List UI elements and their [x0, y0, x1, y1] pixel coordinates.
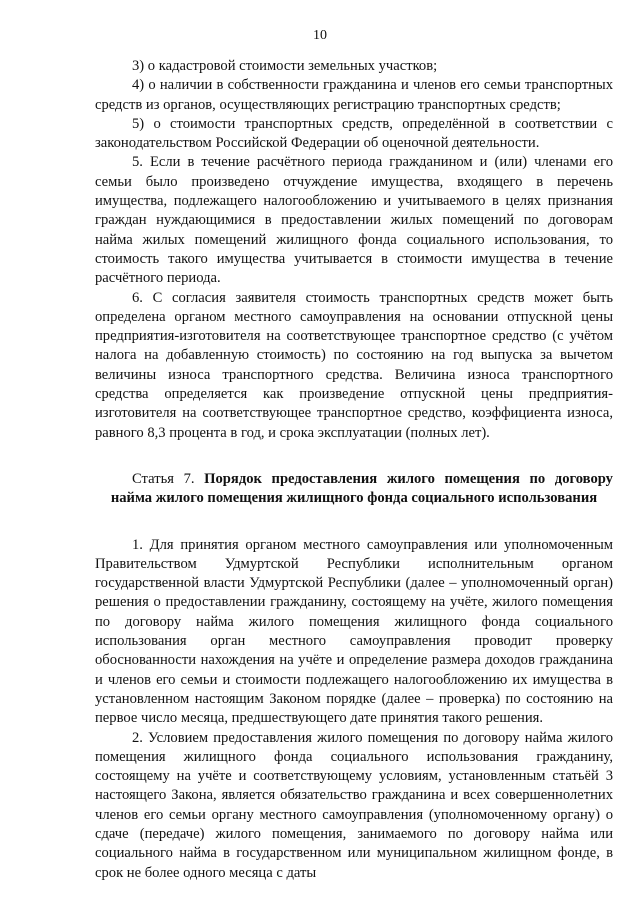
article-7-section-1: 1. Для принятия органом местного самоуправления или уполномоченным Правительством Удмуртской Республики исполнительным органом государственной власти Удмуртской Республики (далее – уполномоченный орган) решения о предоставлении гражданину, состоящему на учёте, жилого помещения по договору найма жилого помещения жилищного фонда социального использования орган местного самоуправления проводит проверку обоснованности нахождения на учёте и определение размера доходов гражданина и членов его семьи и стоимости подлежащего налогообложению их имущества в установленном настоящим Законом порядке (далее – проверка) по состоянию на первое число месяца, предшествующего дате принятия такого решения. — [95, 536, 613, 727]
paragraph-5-vehicle-value: 5) о стоимости транспортных средств, определённой в соответствии с законодательством Российской Федерации об оценочной деятельности. — [95, 115, 613, 152]
article-heading — [95, 470, 613, 509]
body-text — [95, 57, 613, 883]
paragraph-3-cadastral: 3) о кадастровой стоимости земельных участков; — [132, 58, 438, 74]
article-7-section-2: 2. Условием предоставления жилого помещения по договору найма жилого помещения жилищного фонда социального использования гражданину, состоящему на учёте и соответствующему условиям, установленным статьёй 3 настоящего Закона, является обязательство гражданина и всех совершеннолетних членов его семьи органу местного самоуправления (уполномоченному органу) о сдаче (передаче) жилого помещения, занимаемого по договору найма или социального найма в государственном или муниципальном жилищном фонде, в срок не более одного месяца с даты — [95, 729, 613, 881]
paragraph-4-vehicles: 4) о наличии в собственности гражданина и членов его семьи транспортных средств из органов, осуществляющих регистрацию транспортных средств; — [95, 77, 613, 113]
article-title: Порядок предоставления жилого помещения по договору найма жилого помещения жилищного фонда социального использования — [110, 470, 613, 507]
section-5-alienation: 5. Если в течение расчётного периода гражданином и (или) членами его семьи было произведено отчуждение имущества, входящего в перечень имущества, подлежащего налогообложению и учитываемого в целях признания граждан нуждающимися в предоставлении жилых помещений по договорам найма жилых помещений жилищного фонда социального использования, то стоимость такого имущества учитывается в стоимости имущества в течение расчётного периода. — [95, 154, 613, 287]
article-label: Статья 7. — [132, 470, 195, 487]
page-number: 10 — [313, 28, 327, 43]
section-6-vehicle-cost: 6. С согласия заявителя стоимость транспортных средств может быть определена органом местного самоуправления на основании отпускной цены предприятия-изготовителя на соответствующее транспортное средство (с учётом налога на добавленную стоимость) по состоянию на год выпуска за вычетом величины износа транспортного средства. Величина износа транспортного средства определяется как произведение отпускной цены предприятия-изготовителя на соответствующее транспортное средство, коэффициента износа, равного 8,3 процента в год, и срока эксплуатации (полных лет). — [95, 289, 613, 441]
